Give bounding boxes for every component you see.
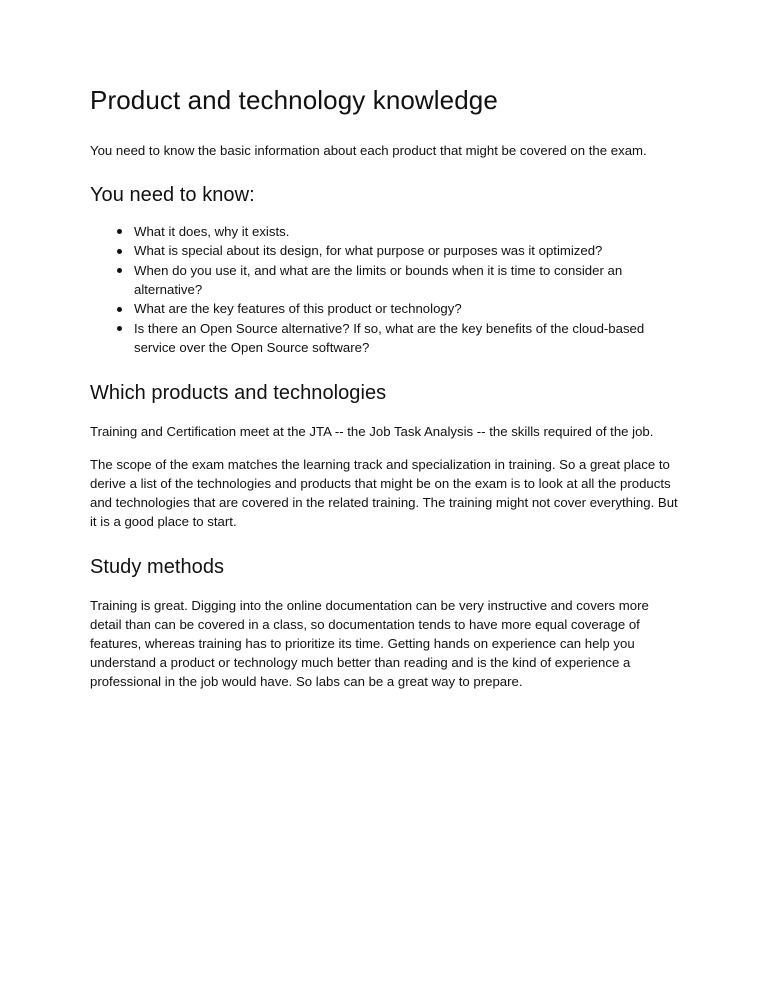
spacer — [90, 406, 678, 422]
list-item — [90, 241, 650, 260]
spacer — [90, 160, 678, 182]
paragraph-study-methods: Training is great. Digging into the online documentation can be very instructive and covers more detail than can be covered in a class, so documentation tends to have more equal coverage of features, whereas training has to prioritize its time. Getting hands on experience can help you understand a product or technology much better than reading and is the kind of experience a professional in the job would have. So labs can be a great way to prepare. — [90, 597, 649, 690]
spacer — [90, 208, 678, 222]
spacer — [90, 358, 678, 380]
spacer — [90, 117, 678, 141]
list-item — [90, 299, 650, 318]
list-item — [90, 222, 650, 241]
list-item — [90, 319, 650, 358]
requirements-bullet-list — [90, 222, 650, 358]
list-item-text: When do you use it, and what are the limits or bounds when it is time to consider an alternative? — [134, 262, 623, 297]
section-heading-you-need-to-know: You need to know: — [90, 183, 255, 206]
bullet-dot-icon — [117, 307, 122, 312]
list-item-text: What is special about its design, for what purpose or purposes was it optimized? — [134, 243, 603, 259]
spacer — [90, 580, 678, 596]
spacer — [90, 441, 678, 455]
spacer — [90, 532, 678, 554]
intro-paragraph: You need to know the basic information about each product that might be covered on the exam. — [90, 142, 647, 158]
list-item-text: What it does, why it exists. — [134, 223, 290, 239]
section-heading-which-products-and-technologies: Which products and technologies — [90, 381, 387, 404]
section-heading-study-methods: Study methods — [90, 555, 225, 578]
bullet-dot-icon — [117, 229, 122, 234]
bullet-dot-icon — [117, 249, 122, 254]
bullet-dot-icon — [117, 268, 122, 273]
paragraph-jta: Training and Certification meet at the JTA -- the Job Task Analysis -- the skills required of the job. — [90, 423, 654, 439]
page-title: Product and technology knowledge — [90, 85, 498, 115]
list-item-text: What are the key features of this product or technology? — [134, 301, 462, 317]
bullet-dot-icon — [117, 326, 122, 331]
document-body — [90, 84, 678, 692]
paragraph-exam-scope: The scope of the exam matches the learning track and specialization in training. So a great place to derive a list of the technologies and products that might be on the exam is to look at all the products and technologies that are covered in the related training. The training might not cover everything. But it is a good place to start. — [90, 456, 678, 530]
list-item — [90, 261, 650, 300]
list-item-text: Is there an Open Source alternative? If so, what are the key benefits of the cloud-based service over the Open Source software? — [134, 320, 645, 356]
